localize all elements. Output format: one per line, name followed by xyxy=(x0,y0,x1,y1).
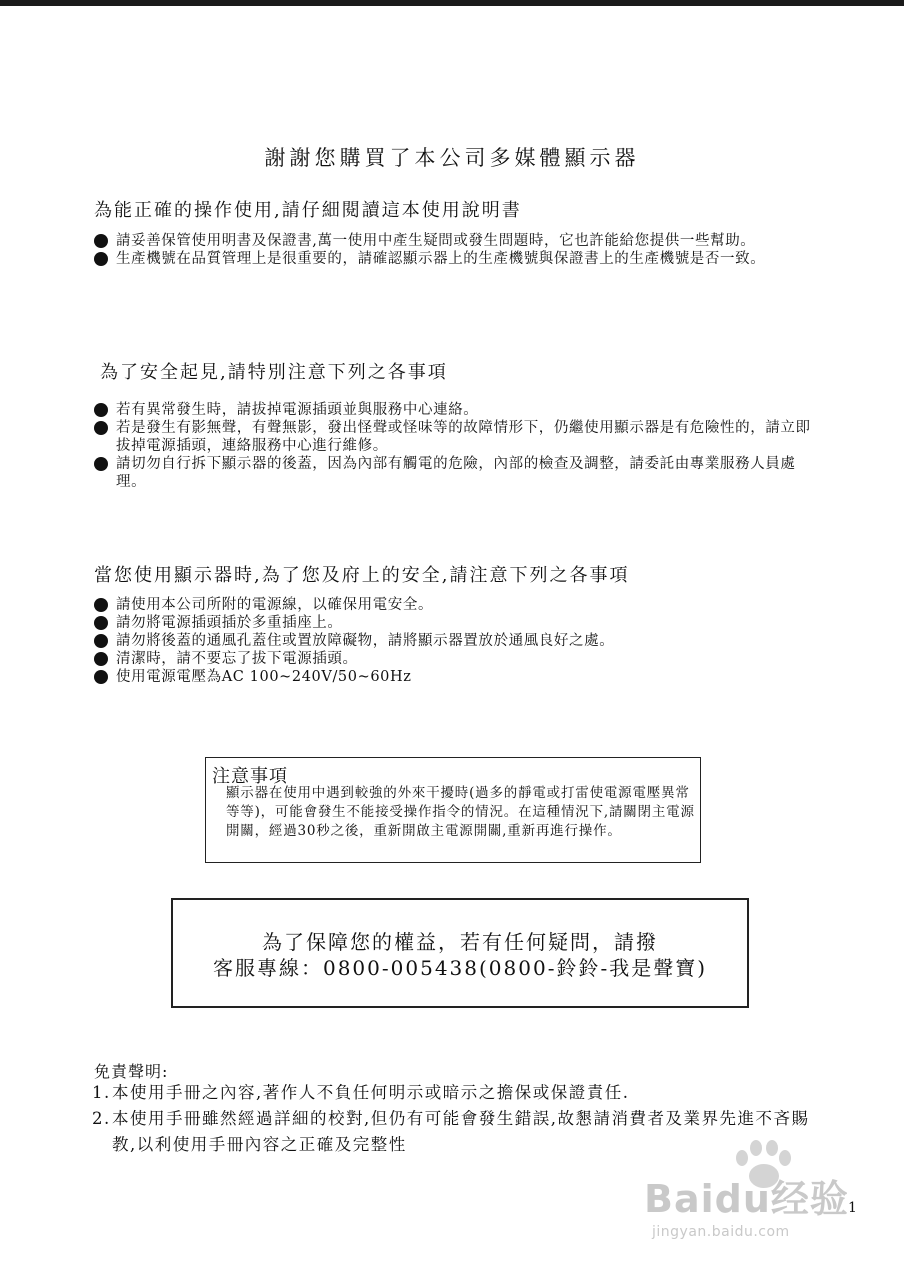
section1-heading: 為能正確的操作使用,請仔細閱讀這本使用說明書 xyxy=(94,200,522,221)
list-item xyxy=(94,614,814,632)
section3-list xyxy=(94,596,814,686)
section2-heading: 為了安全起見,請特別注意下列之各事項 xyxy=(100,362,448,383)
list-item xyxy=(94,668,814,686)
hotline-line-1: 為了保障您的權益，若有任何疑問，請撥 xyxy=(262,930,658,954)
disclaimer-text: 本使用手冊之內容,著作人不負任何明示或暗示之擔保或保證責任. xyxy=(112,1083,630,1102)
notice-body: 顯示器在使用中遇到較強的外來干擾時(過多的靜電或打雷使電源電壓異常等等)，可能會發生不能接受操作指令的情況。在這種情況下,請關閉主電源開關，經過30秒之後，重新開啟主電源開關,重新再進行操作。 xyxy=(226,785,695,839)
list-item-text: 生產機號在品質管理上是很重要的，請確認顯示器上的生產機號與保證書上的生產機號是否一致。 xyxy=(116,251,766,267)
watermark-logo: Baidu经验 xyxy=(644,1177,849,1221)
bullet-icon xyxy=(94,652,108,666)
bullet-icon xyxy=(94,421,108,435)
bullet-icon xyxy=(94,457,108,471)
bullet-icon xyxy=(94,403,108,417)
list-item xyxy=(94,455,814,491)
section2-list xyxy=(94,401,814,491)
bullet-icon xyxy=(94,616,108,630)
list-item-text: 請妥善保管使用明書及保證書,萬一使用中產生疑問或發生問題時，它也許能給您提供一些幫助。 xyxy=(116,233,756,249)
scan-edge-bar xyxy=(0,0,904,6)
list-item xyxy=(94,401,814,419)
bullet-icon xyxy=(94,670,108,684)
section1-list xyxy=(94,232,814,268)
list-item xyxy=(94,650,814,668)
list-item-text: 請勿將電源插頭插於多重插座上。 xyxy=(116,615,343,631)
page-number: 1 xyxy=(848,1200,857,1216)
bullet-icon xyxy=(94,598,108,612)
list-item-text: 請切勿自行拆下顯示器的後蓋，因為內部有觸電的危險，內部的檢查及調整，請委託由專業服務人員處理。 xyxy=(116,456,796,490)
bullet-icon xyxy=(94,234,108,248)
list-item xyxy=(94,250,814,268)
list-item xyxy=(94,419,814,455)
disclaimer-number: 1. xyxy=(92,1083,111,1102)
list-item xyxy=(94,232,814,250)
list-item-text: 若有異常發生時，請拔掉電源插頭並與服務中心連絡。 xyxy=(116,402,479,418)
bullet-icon xyxy=(94,634,108,648)
hotline-line-2: 客服專線：0800-005438(0800-鈴鈴-我是聲寶) xyxy=(212,956,708,980)
list-item-text: 請使用本公司所附的電源線，以確保用電安全。 xyxy=(116,597,434,613)
list-item xyxy=(94,632,814,650)
section3-heading: 當您使用顯示器時,為了您及府上的安全,請注意下列之各事項 xyxy=(94,565,630,586)
list-item-text: 請勿將後蓋的通風孔蓋住或置放障礙物，請將顯示器置放於通風良好之處。 xyxy=(116,633,615,649)
baidu-watermark xyxy=(638,1140,858,1250)
list-item xyxy=(94,596,814,614)
list-item-text: 使用電源電壓為AC 100~240V/50~60Hz xyxy=(116,669,412,685)
disclaimer-title: 免責聲明: xyxy=(94,1062,169,1081)
hotline-box xyxy=(171,898,749,1008)
bullet-icon xyxy=(94,252,108,266)
disclaimer-item xyxy=(92,1080,812,1106)
notice-box xyxy=(205,757,701,863)
page-title: 謝謝您購買了本公司多媒體顯示器 xyxy=(264,146,640,170)
watermark-url: jingyan.baidu.com xyxy=(652,1224,790,1240)
disclaimer-text: 本使用手冊雖然經過詳細的校對,但仍有可能會發生錯誤,故懇請消費者及業界先進不吝賜教,以利使用手冊內容之正確及完整性 xyxy=(112,1109,810,1154)
list-item-text: 若是發生有影無聲，有聲無影，發出怪聲或怪味等的故障情形下，仍繼使用顯示器是有危險性的，請立即拔掉電源插頭，連絡服務中心進行維修。 xyxy=(116,420,811,454)
list-item-text: 清潔時，請不要忘了拔下電源插頭。 xyxy=(116,651,358,667)
disclaimer-number: 2. xyxy=(92,1109,111,1128)
notice-title: 注意事項 xyxy=(212,766,288,787)
